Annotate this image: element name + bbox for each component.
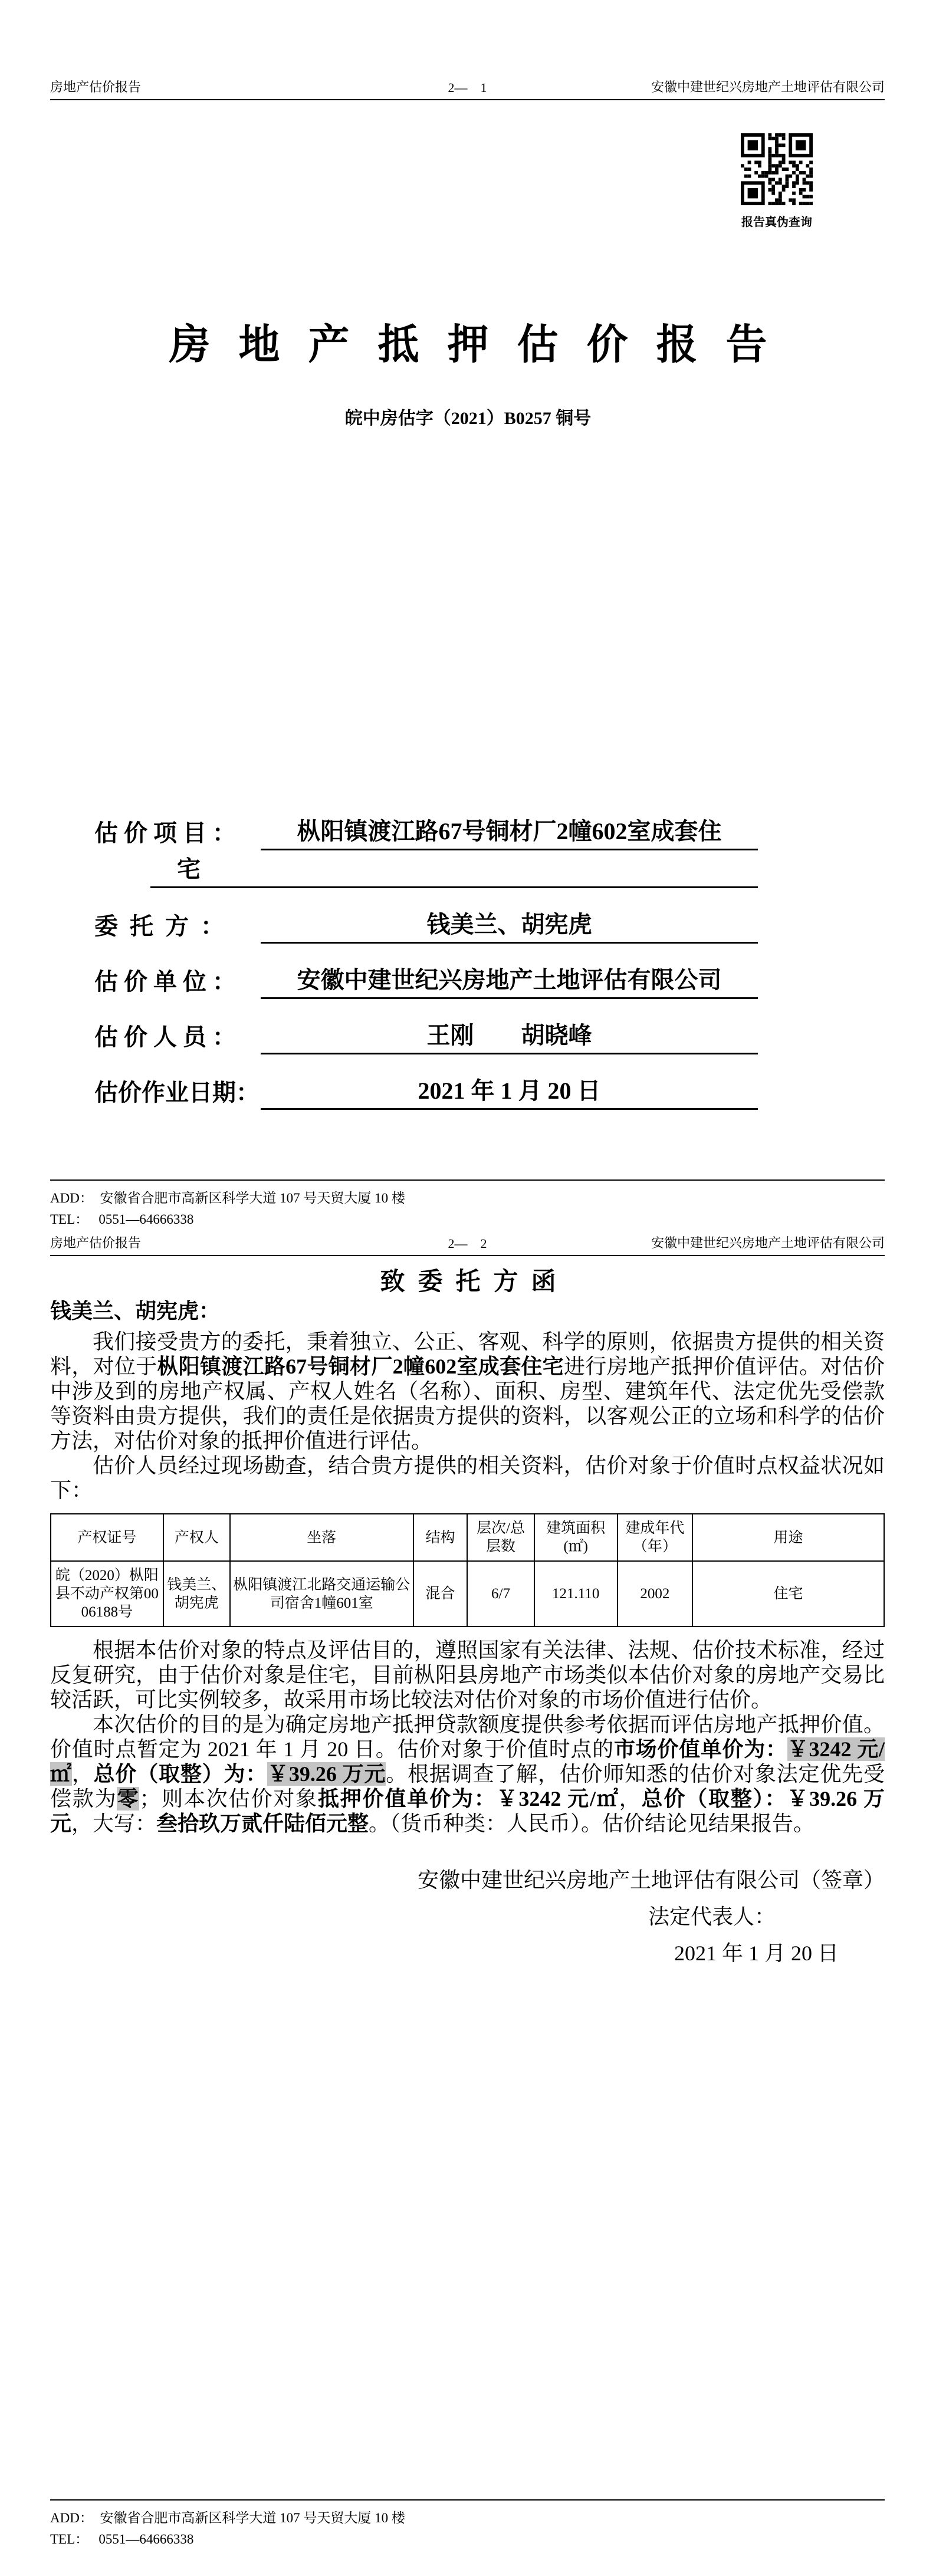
text-segment: 。根据调查了解，估价师知悉的估价对象法定优先受偿款为 — [50, 1762, 885, 1811]
signature-date: 2021 年 1 月 20 日 — [674, 1941, 839, 1965]
signature-legal-representative: 法定代表人： — [648, 1905, 776, 1928]
report-doc-number: 皖中房估字（2021）B0257 铜号 — [344, 409, 592, 428]
col-header-structure: 结构 — [413, 1514, 468, 1561]
subject-property-name: 枞阳镇渡江路67号铜材厂2幢602室成套住宅 — [157, 1355, 564, 1378]
col-header-certificate: 产权证号 — [51, 1514, 163, 1561]
field-label-project: 估 价 项 目 ： — [94, 820, 236, 846]
cell-location: 枞阳镇渡江北路交通运输公司宿舍1幢601室 — [230, 1561, 413, 1627]
page1-running-footer — [50, 1179, 885, 1230]
text-segment: ， — [619, 1787, 642, 1811]
header-doc-type: 房地产估价报告 — [50, 80, 142, 94]
cell-use: 住宅 — [692, 1561, 884, 1627]
field-row-date — [94, 1072, 758, 1110]
cell-floor: 6/7 — [467, 1561, 534, 1627]
header-page-number: 2— 2 — [448, 1236, 487, 1251]
text-segment: ；则本次估价对象 — [139, 1787, 318, 1811]
field-value-staff: 王刚 胡晓峰 — [261, 1018, 758, 1054]
value-priority-claim: 零 — [117, 1787, 140, 1811]
table-data-row — [51, 1561, 884, 1627]
text-segment: 进行房地产抵押价值评估。对估价中涉及到的房地产权属、产权人姓名（名称）、面积、房型、建筑年代、法定优先受偿款等资料由贵方提供，我们的责任是依据贵方提供的资料，以客观公正的立场和科学的估价方法，对估价对象的抵押价值进行评估。 — [50, 1355, 885, 1453]
header-company-name: 安徽中建世纪兴房地产土地评估有限公司 — [651, 1236, 885, 1250]
header-doc-type: 房地产估价报告 — [50, 1236, 142, 1250]
letter-body — [50, 1299, 885, 1972]
col-header-owner: 产权人 — [163, 1514, 230, 1561]
signature-block — [50, 1862, 885, 1972]
property-rights-table — [50, 1513, 885, 1627]
letter-title: 致委托方函 — [380, 1269, 569, 1296]
field-row-project-wrap — [94, 850, 758, 888]
paragraph-survey: 估价人员经过现场勘查，结合贵方提供的相关资料，估价对象于价值时点权益状况如下： — [50, 1454, 885, 1502]
text-segment: ，大写： — [71, 1812, 157, 1835]
report-main-title: 房地产抵押估价报告 — [169, 323, 796, 368]
field-row-project — [94, 813, 758, 850]
cover-form — [94, 813, 758, 1128]
text-segment: ， — [71, 1762, 94, 1786]
paragraph-valuation — [50, 1712, 885, 1836]
field-row-agency — [94, 961, 758, 999]
footer-telephone: TEL： 0551—64666338 — [50, 2532, 194, 2547]
value-total-price: ￥39.26 万元 — [267, 1762, 386, 1786]
label-total-price: 总价（取整）为： — [93, 1762, 268, 1786]
field-value-project-line2: 宅 — [150, 852, 758, 888]
qr-caption: 报告真伪查询 — [741, 216, 812, 229]
cell-year: 2002 — [618, 1561, 692, 1627]
footer-telephone: TEL： 0551—64666338 — [50, 1212, 194, 1227]
text-segment: 我们接受贵方的委托，秉着独立、公正、客观、科学的原则，依据贵方提供的相关资料，对位于 — [50, 1330, 885, 1378]
label-market-unit-price: 市场价值单价为： — [613, 1737, 787, 1761]
qr-block — [741, 133, 813, 229]
value-amount-in-words: 叁拾玖万贰仟陆佰元整 — [156, 1812, 369, 1835]
text-segment: 。（货币种类：人民币）。估价结论见结果报告。 — [369, 1812, 815, 1835]
cell-certificate: 皖（2020）枞阳县不动产权第0006188号 — [51, 1561, 163, 1627]
value-market-unit-price: ￥3242 元/㎡ — [50, 1737, 885, 1786]
paragraph-method: 根据本估价对象的特点及评估目的，遵照国家有关法律、法规、估价技术标准，经过反复研究，由于估价对象是住宅，目前枞阳县房地产市场类似本估价对象的房地产交易比较活跃，可比实例较多，故采用市场比较法对估价对象的市场价值进行估价。 — [50, 1638, 885, 1711]
qr-code-icon — [741, 133, 813, 205]
header-page-number: 2— 1 — [448, 80, 487, 95]
cell-area: 121.110 — [534, 1561, 618, 1627]
letter-salutation: 钱美兰、胡宪虎： — [50, 1299, 221, 1323]
header-company-name: 安徽中建世纪兴房地产土地评估有限公司 — [651, 80, 885, 94]
field-value-project-line1: 枞阳镇渡江路67号铜材厂2幢602室成套住 — [261, 814, 758, 850]
col-header-location: 坐落 — [230, 1514, 413, 1561]
text-segment: 本次估价的目的是为确定房地产抵押贷款额度提供参考依据而评估房地产抵押价值。价值时点暂定为 2021 年 1 月 20 日。估价对象于价值时点的 — [50, 1713, 885, 1761]
field-row-staff — [94, 1017, 758, 1054]
page2-running-footer — [50, 2499, 885, 2550]
field-value-client: 钱美兰、胡宪虎 — [261, 908, 758, 944]
col-header-year: 建成年代（年） — [618, 1514, 692, 1561]
field-label-agency: 估 价 单 位 ： — [94, 968, 236, 995]
cell-owner: 钱美兰、胡宪虎 — [163, 1561, 230, 1627]
signature-company: 安徽中建世纪兴房地产土地评估有限公司（签章） — [417, 1868, 885, 1892]
col-header-floor: 层次/总层数 — [467, 1514, 534, 1561]
page2-running-header — [50, 1234, 885, 1256]
page1-running-header — [50, 78, 885, 100]
cell-structure: 混合 — [413, 1561, 468, 1627]
table-header-row — [51, 1514, 884, 1561]
field-row-client — [94, 906, 758, 944]
footer-address: ADD： 安徽省合肥市高新区科学大道 107 号天贸大厦 10 楼 — [50, 2511, 405, 2525]
col-header-area: 建筑面积(㎡) — [534, 1514, 618, 1561]
value-mortgage-unit-price: 抵押价值单价为：￥3242 元/㎡ — [317, 1787, 619, 1811]
col-header-use: 用途 — [692, 1514, 884, 1561]
field-label-staff: 估 价 人 员 ： — [94, 1024, 236, 1050]
field-value-date: 2021 年 1 月 20 日 — [261, 1074, 758, 1110]
paragraph-commission — [50, 1329, 885, 1453]
field-value-agency: 安徽中建世纪兴房地产土地评估有限公司 — [261, 963, 758, 999]
field-label-client: 委 托 方 ： — [94, 913, 224, 939]
value-mortgage-total-price: 总价（取整）：￥39.26 万元 — [50, 1787, 885, 1835]
footer-address: ADD： 安徽省合肥市高新区科学大道 107 号天贸大厦 10 楼 — [50, 1191, 405, 1205]
field-label-date: 估价作业日期： — [94, 1079, 260, 1106]
